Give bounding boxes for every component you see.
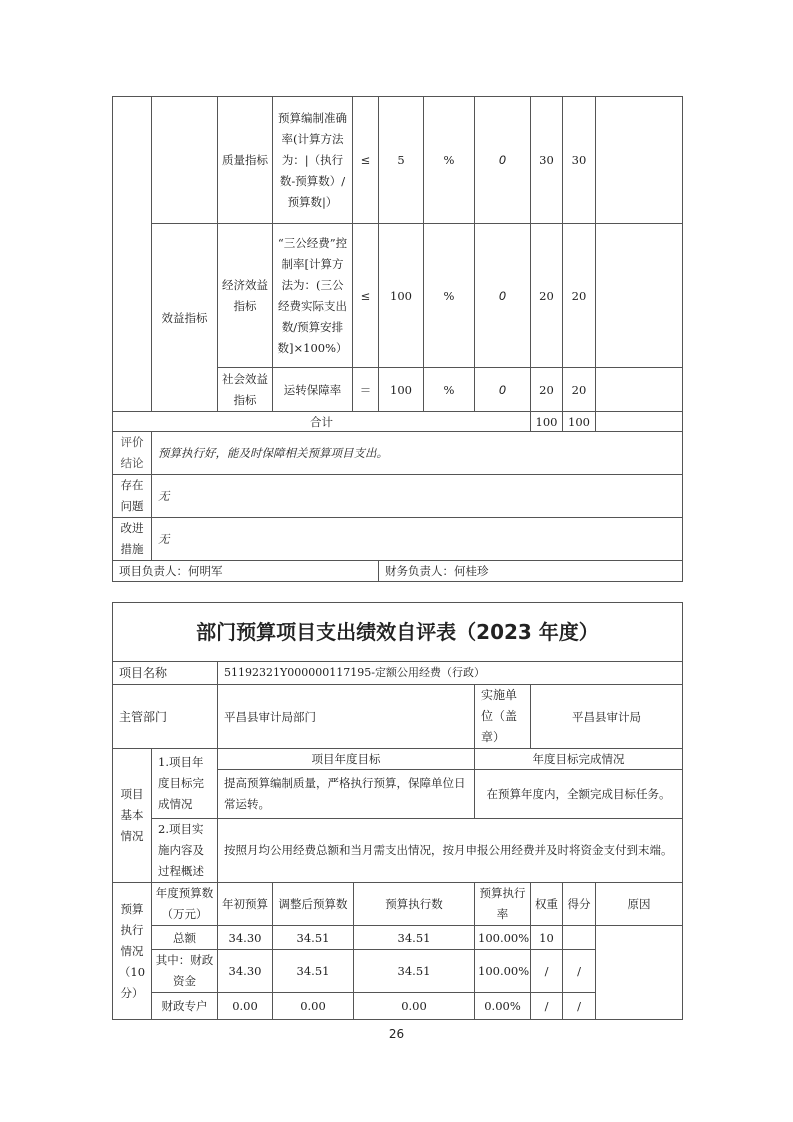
content-row — [113, 819, 683, 883]
score: 20 — [563, 224, 596, 368]
budget-row — [113, 926, 683, 950]
completion-text: 在预算年度内，全额完成目标任务。 — [475, 770, 683, 819]
content-label: 2.项目实施内容及过程概述 — [152, 819, 218, 883]
goal-label: 1.项目年度目标完成情况 — [152, 749, 218, 819]
budget-header-5: 权重 — [531, 883, 563, 926]
budget-executed: 34.51 — [354, 950, 475, 993]
operator: ＝ — [353, 368, 379, 412]
budget-row-name: 财政专户 — [152, 993, 218, 1020]
conclusion-row — [113, 432, 683, 475]
goal-header-row — [113, 749, 683, 770]
conclusion-value: 预算执行好，能及时保障相关预算项目支出。 — [152, 432, 683, 475]
budget-score: / — [563, 950, 596, 993]
total-label: 合计 — [113, 412, 531, 432]
goal-text: 提高预算编制质量，严格执行预算，保障单位日常运转。 — [218, 770, 475, 819]
budget-initial: 0.00 — [218, 993, 273, 1020]
budget-label: 预算执行情况（10分） — [113, 883, 152, 1020]
reason — [596, 368, 683, 412]
signature-row — [113, 561, 683, 582]
budget-header-0: 年度预算数（万元） — [152, 883, 218, 926]
improvements-label: 改进措施 — [113, 518, 152, 561]
budget-adjusted: 34.51 — [273, 926, 354, 950]
empty-group-cell — [152, 97, 218, 224]
budget-score: / — [563, 993, 596, 1020]
budget-row-name: 其中：财政资金 — [152, 950, 218, 993]
budget-header-row — [113, 883, 683, 926]
indicator-name: “三公经费”控制率[计算方法为：(三公经费实际支出数/预算安排数]×100%） — [273, 224, 353, 368]
budget-rate: 100.00% — [475, 926, 531, 950]
indicator-table — [112, 96, 683, 582]
actual-value: 0 — [475, 224, 531, 368]
goal-header: 项目年度目标 — [218, 749, 475, 770]
problems-row — [113, 475, 683, 518]
improvements-value: 无 — [152, 518, 683, 561]
completion-header: 年度目标完成情况 — [475, 749, 683, 770]
budget-header-3: 预算执行数 — [354, 883, 475, 926]
score: 20 — [563, 368, 596, 412]
budget-adjusted: 0.00 — [273, 993, 354, 1020]
form-title: 部门预算项目支出绩效自评表（2023 年度） — [113, 603, 683, 662]
budget-adjusted: 34.51 — [273, 950, 354, 993]
project-name-row — [113, 662, 683, 685]
project-lead: 项目负责人：何明军 — [113, 561, 379, 582]
unit: % — [424, 224, 475, 368]
unit: % — [424, 97, 475, 224]
budget-reason — [596, 926, 683, 1020]
budget-header-6: 得分 — [563, 883, 596, 926]
secondary-indicator: 经济效益指标 — [218, 224, 273, 368]
total-weight: 100 — [531, 412, 563, 432]
actual-value: 0 — [475, 97, 531, 224]
budget-row-name: 总额 — [152, 926, 218, 950]
total-reason — [596, 412, 683, 432]
improvements-row — [113, 518, 683, 561]
secondary-indicator: 社会效益指标 — [218, 368, 273, 412]
unit: % — [424, 368, 475, 412]
budget-initial: 34.30 — [218, 926, 273, 950]
dept-label: 主管部门 — [113, 685, 218, 749]
first-level-cell — [113, 97, 152, 412]
budget-weight: 10 — [531, 926, 563, 950]
reason — [596, 224, 683, 368]
finance-lead: 财务负责人：何桂珍 — [379, 561, 683, 582]
indicator-name: 预算编制准确率(计算方法为：|（执行数-预算数）/预算数|） — [273, 97, 353, 224]
reason — [596, 97, 683, 224]
page-number: 26 — [388, 1027, 405, 1041]
indicator-name: 运转保障率 — [273, 368, 353, 412]
department-row — [113, 685, 683, 749]
impl-unit-value: 平昌县审计局 — [531, 685, 683, 749]
basic-info-label: 项目基本情况 — [113, 749, 152, 883]
content-text: 按照月均公用经费总额和当月需支出情况，按月申报公用经费并及时将资金支付到末端。 — [218, 819, 683, 883]
budget-header-1: 年初预算 — [218, 883, 273, 926]
benefit-group: 效益指标 — [152, 224, 218, 412]
actual-value: 0 — [475, 368, 531, 412]
project-name-label: 项目名称 — [113, 662, 218, 685]
quality-row — [113, 97, 683, 224]
budget-header-7: 原因 — [596, 883, 683, 926]
score: 30 — [563, 97, 596, 224]
impl-unit-label: 实施单位（盖章） — [475, 685, 531, 749]
total-row — [113, 412, 683, 432]
economic-row — [113, 224, 683, 368]
budget-rate: 100.00% — [475, 950, 531, 993]
conclusion-label: 评价结论 — [113, 432, 152, 475]
budget-initial: 34.30 — [218, 950, 273, 993]
target-value: 5 — [379, 97, 424, 224]
project-name-value: 51192321Y000000117195-定额公用经费（行政） — [218, 662, 683, 685]
budget-rate: 0.00% — [475, 993, 531, 1020]
weight: 20 — [531, 368, 563, 412]
operator: ≤ — [353, 224, 379, 368]
dept-value: 平昌县审计局部门 — [218, 685, 475, 749]
budget-weight: / — [531, 993, 563, 1020]
problems-value: 无 — [152, 475, 683, 518]
total-score: 100 — [563, 412, 596, 432]
weight: 30 — [531, 97, 563, 224]
operator: ≤ — [353, 97, 379, 224]
budget-weight: / — [531, 950, 563, 993]
secondary-indicator: 质量指标 — [218, 97, 273, 224]
weight: 20 — [531, 224, 563, 368]
budget-header-4: 预算执行率 — [475, 883, 531, 926]
budget-header-2: 调整后预算数 — [273, 883, 354, 926]
budget-executed: 34.51 — [354, 926, 475, 950]
target-value: 100 — [379, 368, 424, 412]
self-evaluation-form — [112, 602, 683, 1020]
target-value: 100 — [379, 224, 424, 368]
problems-label: 存在问题 — [113, 475, 152, 518]
title-row — [113, 603, 683, 662]
budget-executed: 0.00 — [354, 993, 475, 1020]
budget-score — [563, 926, 596, 950]
